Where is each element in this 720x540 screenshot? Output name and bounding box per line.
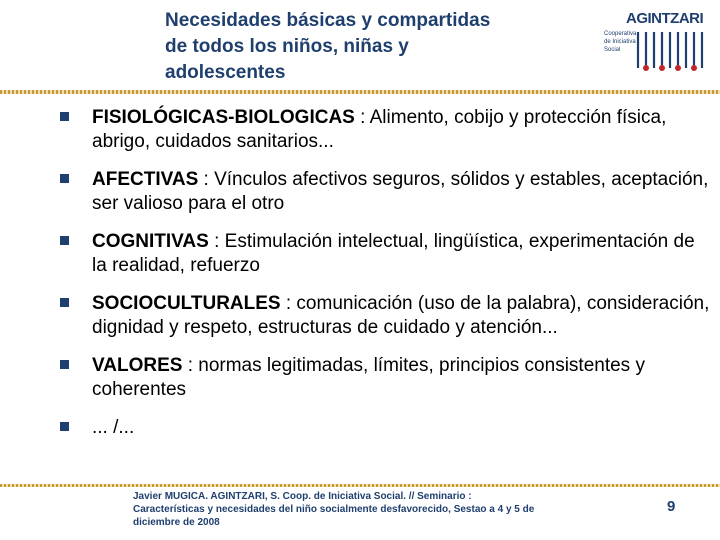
footer-credit <box>133 490 623 529</box>
list-item <box>60 168 710 216</box>
agintzari-logo <box>598 10 708 80</box>
footer-line-1: Javier MUGICA. AGINTZARI, S. Coop. de Iniciativa Social. // Seminario : <box>133 491 472 502</box>
square-bullet-icon <box>60 174 69 183</box>
square-bullet-icon <box>60 422 69 431</box>
list-item <box>60 106 710 154</box>
item-text: : Alimento, cobijo y protección física, abrigo, cuidados sanitarios... <box>92 107 667 152</box>
logo-subtitle-line-1: Cooperativa <box>604 31 637 37</box>
slide-title <box>165 8 595 86</box>
logo-bars-icon <box>634 30 706 76</box>
slide-title-line-3: adolescentes <box>165 62 286 83</box>
list-item <box>60 292 710 340</box>
item-term: COGNITIVAS <box>92 231 209 252</box>
item-term: SOCIOCULTURALES <box>92 293 281 314</box>
list-item <box>60 354 710 402</box>
item-text: : Vínculos afectivos seguros, sólidos y estables, aceptación, ser valioso para el otro <box>92 169 709 214</box>
item-term: VALORES <box>92 355 183 376</box>
footer-line-2: Características y necesidades del niño socialmente desfavorecido, Sestao a 4 y 5 de <box>133 504 535 515</box>
item-text: ... /... <box>92 417 135 438</box>
square-bullet-icon <box>60 236 69 245</box>
header-divider <box>0 90 720 94</box>
list-item <box>60 416 710 440</box>
item-term: AFECTIVAS <box>92 169 199 190</box>
footer-divider <box>0 484 720 487</box>
square-bullet-icon <box>60 360 69 369</box>
logo-subtitle-line-2: de Iniciativa <box>604 39 636 45</box>
logo-subtitle-line-3: Social <box>604 47 621 53</box>
item-text: : Estimulación intelectual, lingüística, experimentación de la realidad, refuerzo <box>92 231 695 276</box>
item-text: : comunicación (uso de la palabra), consideración, dignidad y respeto, estructuras de cuidado y atención... <box>92 293 710 338</box>
slide-title-line-1: Necesidades básicas y compartidas <box>165 10 491 31</box>
square-bullet-icon <box>60 112 69 121</box>
needs-list <box>60 106 710 454</box>
page-number: 9 <box>667 498 676 515</box>
item-text: : normas legitimadas, límites, principios consistentes y coherentes <box>92 355 645 400</box>
slide-title-line-2: de todos los niños, niñas y <box>165 36 409 57</box>
list-item <box>60 230 710 278</box>
logo-name: AGINTZARI <box>626 10 704 27</box>
square-bullet-icon <box>60 298 69 307</box>
item-term: FISIOLÓGICAS-BIOLOGICAS <box>92 107 355 128</box>
footer-line-3: diciembre de 2008 <box>133 517 220 528</box>
